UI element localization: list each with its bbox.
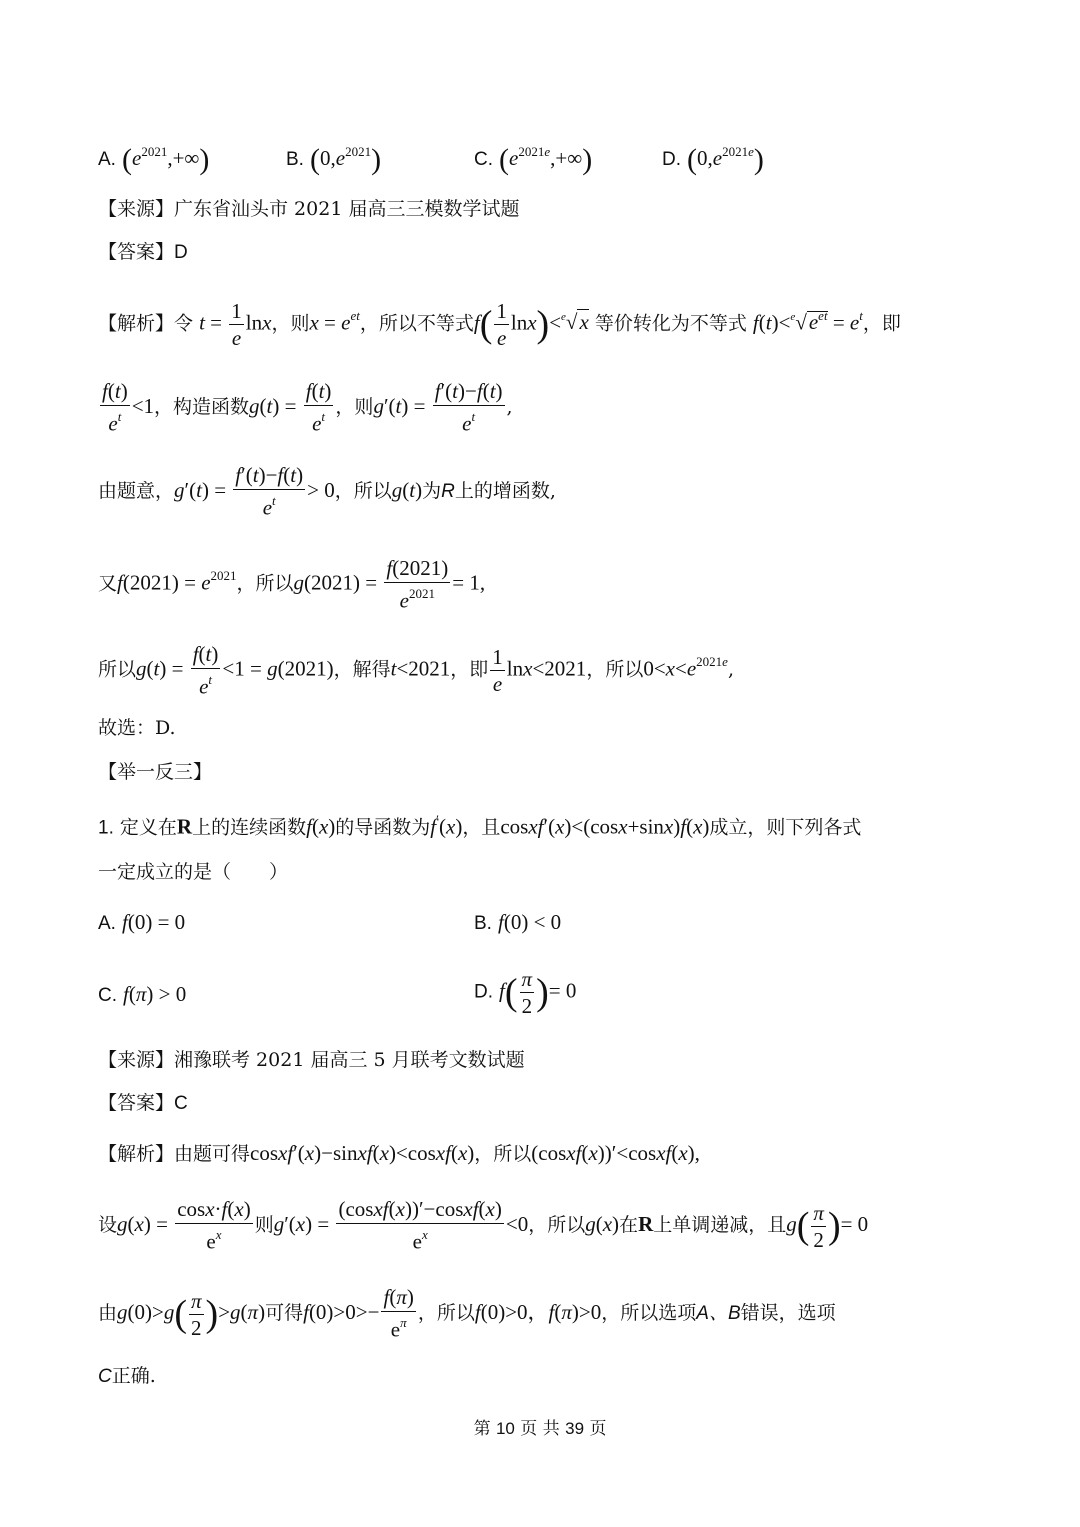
option-label: D. [662, 149, 681, 170]
q1-analysis-line1: 【解析】令 t = $\frac{1}{e}$ lnx，则$x = e^{et}$，所以不等式f( $\frac{1}{e}$ lnx)<$^e$√x 等价转化为不等式 $f(t)<^e√e^{et} = e^t$，即 [98, 298, 901, 350]
q2-option-d: D. f( $\frac{\pi}{2}$ )= 0 [474, 967, 577, 1018]
page-footer: 第 10 页 共 39 页 [473, 1419, 607, 1439]
q1-analysis-line3: 由题意，g′(t) = $\frac{f'(t)-f(t)}{e^t}$ > 0，所以g(t)为R上的增函数, [98, 463, 556, 520]
option-label: C. [474, 149, 493, 170]
q2-source: 【来源】湘豫联考 2021 届高三 5 月联考文数试题 [98, 1049, 525, 1071]
q1-analysis-line4: 又$f(2021) = e^{2021}$，所以g(2021) = $\frac{f(2021)}{e^{2021}}$ = 1, [98, 555, 486, 612]
q1-analysis-line5: 所以g(t) = $\frac{f(t)}{e^t}$ <1 = g(2021)，解得t<2021，即 $\frac{1}{e}$ lnx<2021，所以$0<x<e^{2021e}$, [98, 641, 734, 698]
q1-option-c: C. $(e^{2021e},+\infty)$ [474, 143, 593, 176]
q1-analysis-line2: $\frac{f(t)}{e^t}$ <1，构造函数g(t) = $\frac{f(t)}{e^t}$ ，则g′(t) = $\frac{f'(t)-f(t)}{e^t}$ , [102, 379, 513, 436]
q2-analysis-line1: 【解析】由题可得cosxf′(x)−sinxf(x)<cosxf(x)，所以(cosxf(x))′<cosxf(x), [98, 1141, 700, 1165]
page-number: 10 [495, 1419, 515, 1438]
q2-stem-line2: 一定成立的是（ ） [98, 861, 289, 883]
q1-source: 【来源】广东省汕头市 2021 届高三三模数学试题 [98, 198, 520, 220]
option-label: A. [98, 149, 116, 170]
q1-option-d: D. $(0,e^{2021e})$ [662, 143, 764, 176]
q2-stem-line1: 1. 定义在R上的连续函数f(x)的导函数为f′(x)，且cosxf′(x)<(cosx+sinx)f(x)成立，则下列各式 [98, 812, 862, 839]
q1-answer: 【答案】D [98, 241, 188, 263]
q2-option-c: C. f(π) > 0 [98, 982, 187, 1006]
q2-analysis-line2: 设g(x) = $\frac{\cos x\cdot f(x)}{e^x}$ 则g′(x) = $\frac{\text{(cosxf(x))′−cosxf(x)}}{e^x}$ <0，所以g(x)在R上单调递减，且g( $\frac{\pi}{2}$ )= 0 [98, 1197, 869, 1254]
q1-option-b: B. $(0,e^{2021})$ [286, 143, 382, 176]
q2-analysis-line3: 由g(0)>g( $\frac{\pi}{2}$ )>g(π)可得f(0)>0>− $\frac{f(\pi)}{e^\pi}$ ，所以f(0)>0，f(π)>0，所以选项A、B错误，选项 [98, 1285, 836, 1342]
q2-option-a: A. f(0) = 0 [98, 910, 186, 934]
option-label: B. [286, 149, 304, 170]
section-heading: 【举一反三】 [98, 761, 213, 783]
q1-option-a: A. $(e^{2021},+\infty)$ [98, 143, 210, 176]
page-total: 39 [565, 1419, 585, 1438]
q2-analysis-line4: C正确. [98, 1365, 156, 1387]
q2-answer: 【答案】C [98, 1092, 188, 1114]
q2-option-b: B. f(0) < 0 [474, 910, 562, 934]
q1-conclusion: 故选：D. [98, 717, 176, 739]
